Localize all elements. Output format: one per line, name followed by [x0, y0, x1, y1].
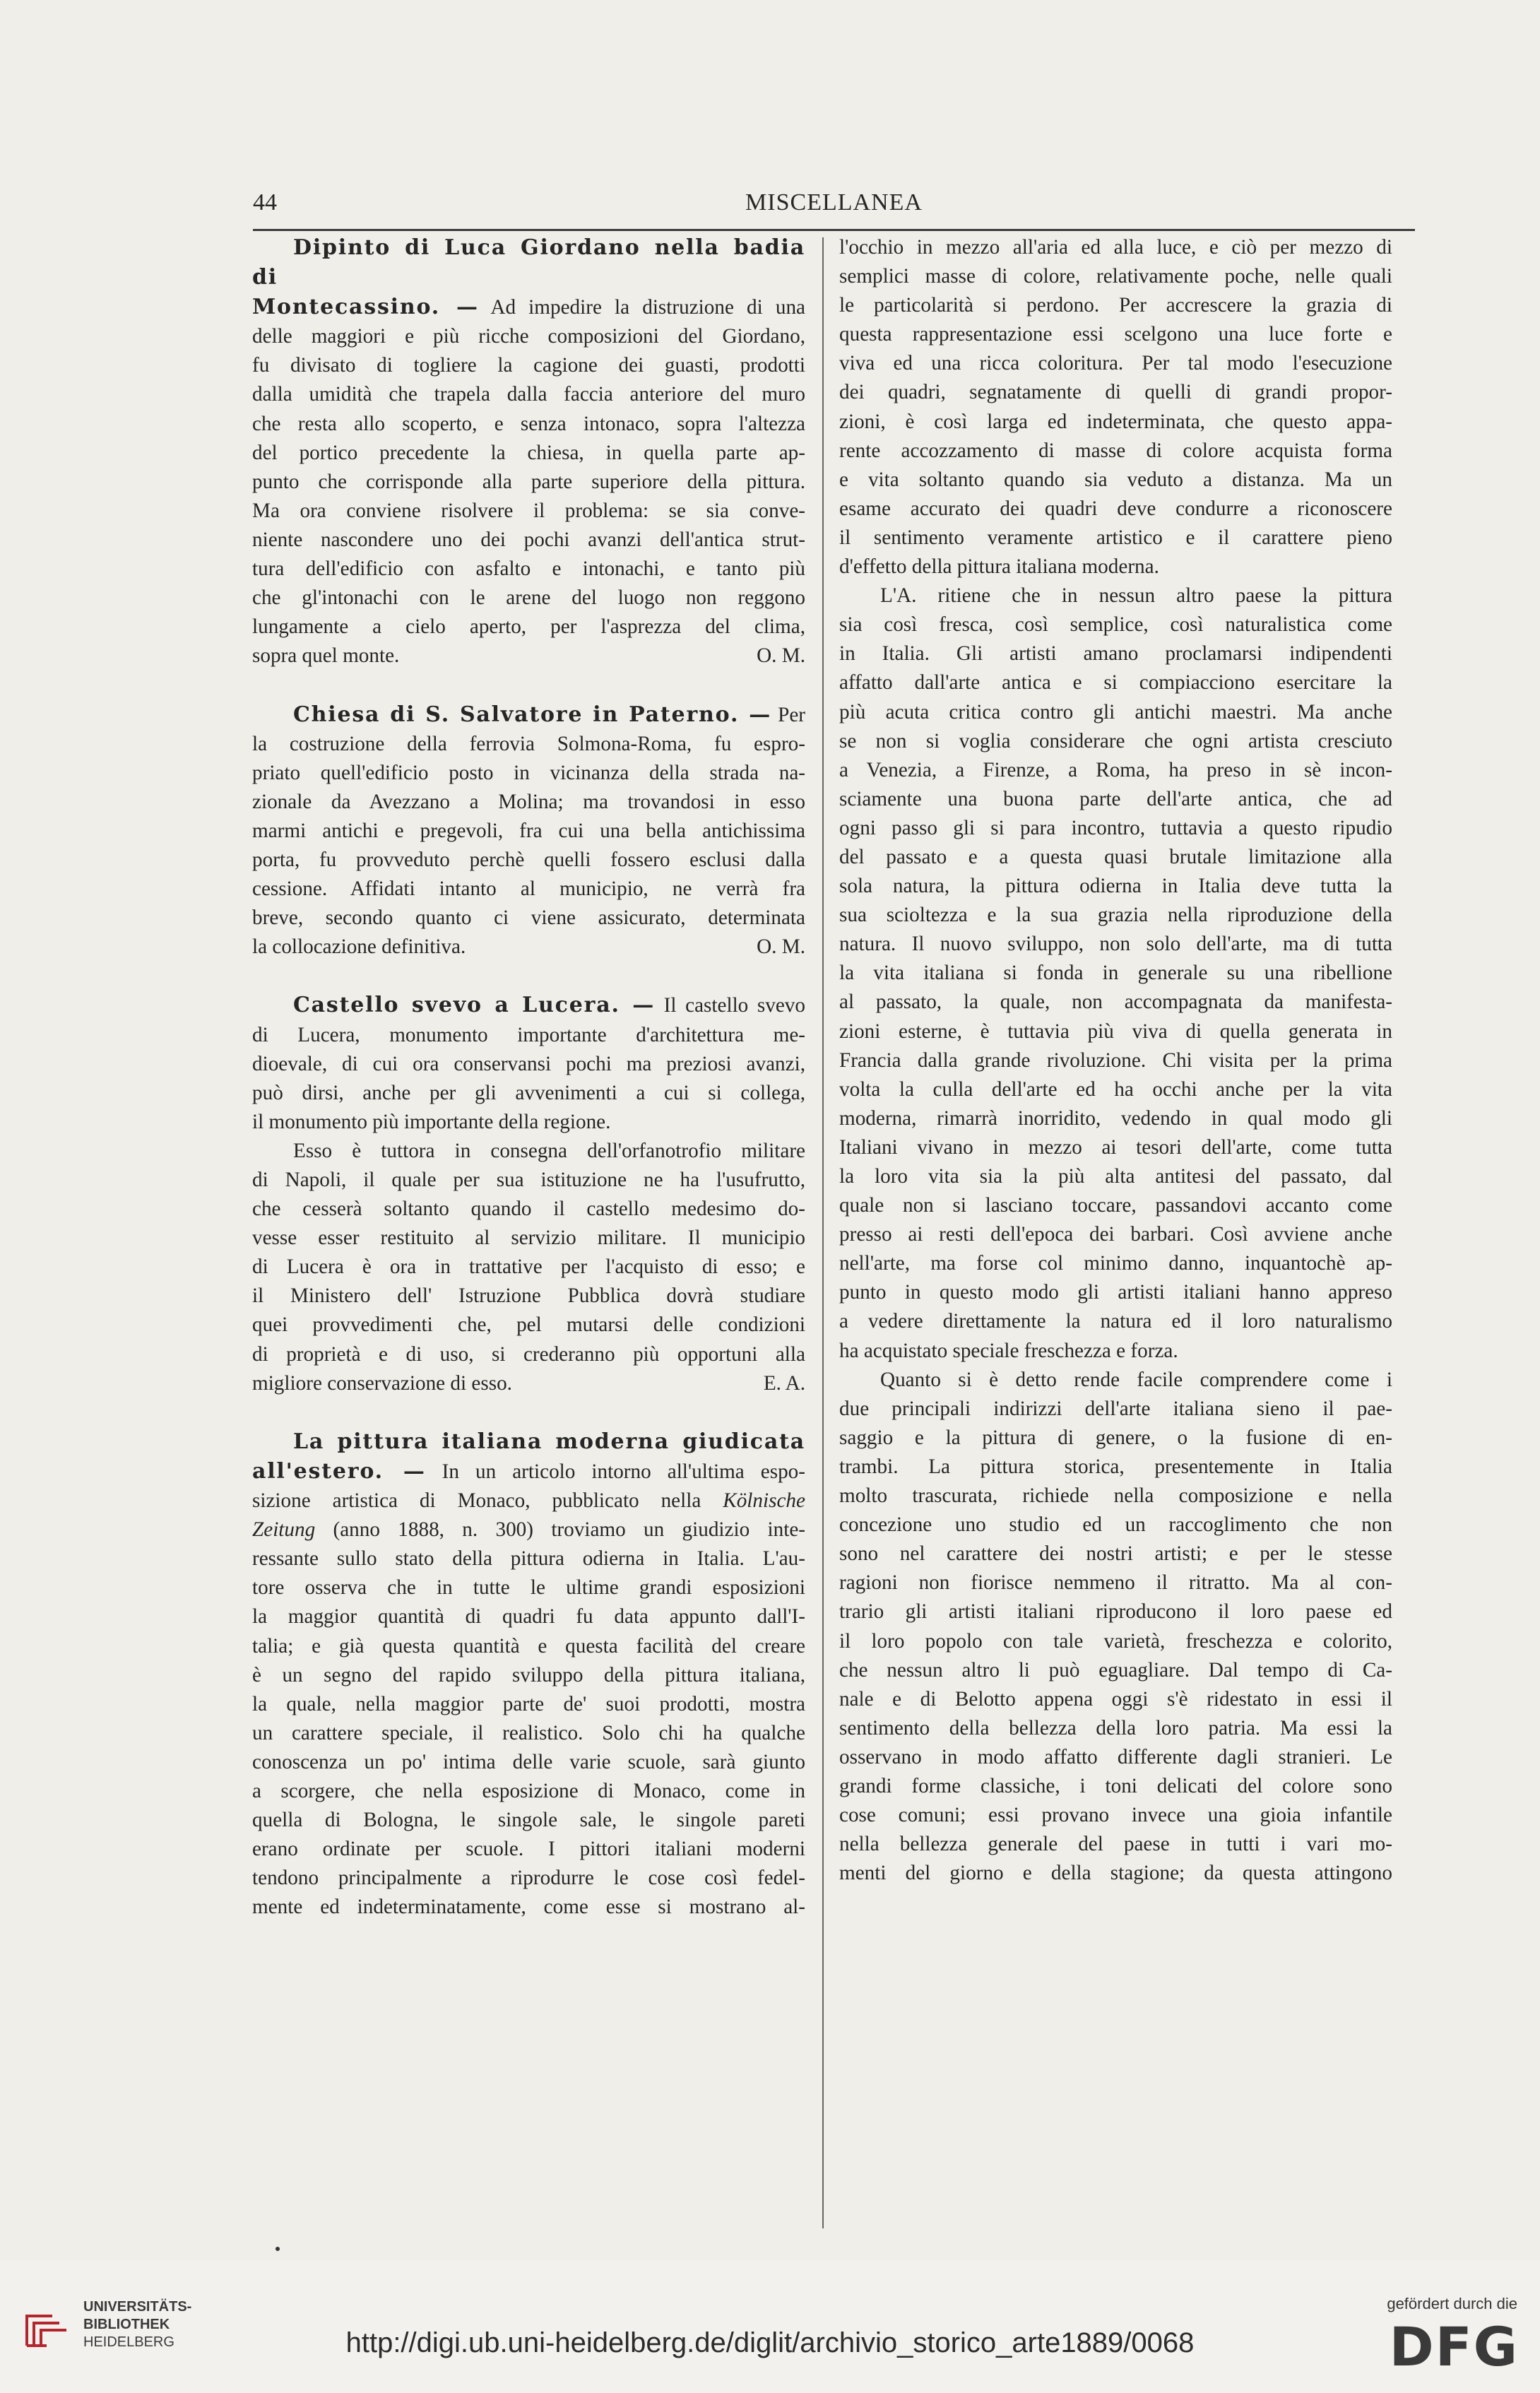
article-heading-line — [252, 991, 805, 1020]
text-line: zionale da Avezzano a Molina; ma trovandosi in esso — [252, 790, 805, 813]
text-line — [252, 1369, 805, 1398]
text-line: ragioni non fiorisce nemmeno il ritratto. Ma al con- — [839, 1571, 1392, 1595]
text: Il castello svevo — [655, 994, 805, 1017]
text-line: dioevale, di cui ora conservansi pochi ma preziosi avanzi, — [252, 1052, 805, 1075]
text-line: grandi forme classiche, i toni delicati del colore sono — [839, 1774, 1392, 1797]
text-line: è un segno del rapido sviluppo della pittura italiana, — [252, 1663, 805, 1686]
article-heading-line — [252, 1427, 805, 1457]
text-line: cose comuni; essi provano invece una gioia infantile — [839, 1804, 1392, 1827]
text-line: più acuta critica contro gli antichi maestri. Ma anche — [839, 700, 1392, 723]
text-line: talia; e già questa quantità e questa facilità del creare — [252, 1634, 805, 1658]
text-line: di proprietà e di uso, si crederanno più opportuni alla — [252, 1342, 805, 1366]
text-line: questa rappresentazione essi scelgono una luce forte e — [839, 323, 1392, 346]
text-line: priato quell'edificio posto in vicinanza della strada na- — [252, 761, 805, 784]
text-line: la costruzione della ferrovia Solmona-Roma, fu espro- — [252, 732, 805, 755]
text-line: il loro popolo con tale varietà, freschezza e colorito, — [839, 1629, 1392, 1653]
text-line: la vita italiana si fonda in generale su una ribellione — [839, 962, 1392, 985]
column-divider — [822, 237, 824, 2228]
text-line: erano ordinate per scuole. I pittori italiani moderni — [252, 1838, 805, 1861]
text-line: di Lucera è ora in trattative per l'acquisto di esso; e — [252, 1255, 805, 1279]
text-line: tura dell'edificio con asfalto e intonachi, e tanto più — [252, 557, 805, 581]
text-line: un carattere speciale, il realistico. Solo chi ha qualche — [252, 1721, 805, 1744]
text-line: se non si voglia considerare che ogni artista cresciuto — [839, 729, 1392, 752]
text-line: molto trascurata, richiede nella composizione e nella — [839, 1484, 1392, 1508]
library-name-line: BIBLIOTHEK — [83, 2317, 170, 2332]
running-title: MISCELLANEA — [745, 189, 923, 215]
text-line: trario gli artisti italiani riproducono il loro paese ed — [839, 1600, 1392, 1624]
permalink-url[interactable]: http://digi.ub.uni-heidelberg.de/diglit/archivio_storico_arte1889/0068 — [345, 2327, 1195, 2358]
text-line: che gl'intonachi con le arene del luogo non reggono — [252, 586, 805, 610]
text-line — [252, 1457, 805, 1487]
author-signature: E. A. — [763, 1371, 805, 1395]
stray-mark — [276, 2247, 280, 2251]
text-line: L'A. ritiene che in nessun altro paese la pittura — [880, 584, 1392, 608]
text-line: che resta allo scoperto, e senza intonaco, sopra l'altezza — [252, 412, 805, 435]
text-line: zioni esterne, è tuttavia più viva di quella generata in — [839, 1020, 1392, 1043]
text-line: a vedere direttamente la natura ed il loro naturalismo — [839, 1310, 1392, 1333]
author-signature: O. M. — [757, 644, 805, 668]
article-heading: Chiesa di S. Salvatore in Paterno. — — [293, 702, 772, 727]
library-name-line: HEIDELBERG — [83, 2334, 174, 2350]
text-line: quei provvedimenti che, pel mutarsi delle condizioni — [252, 1313, 805, 1337]
text-line: la quale, nella maggior parte de' suoi prodotti, mostra — [252, 1692, 805, 1715]
text-line: sentimento della bellezza della loro patria. Ma essi la — [839, 1716, 1392, 1739]
text-line: può dirsi, anche per gli avvenimenti a cui si collega, — [252, 1081, 805, 1104]
article-heading: Castello svevo a Lucera. — — [293, 993, 656, 1018]
text-line: nell'arte, ma forse col minimo danno, inquantochè ap- — [839, 1252, 1392, 1275]
text-line: nella bellezza generale del paese in tutti i vari mo- — [839, 1833, 1392, 1856]
text-line: di Lucera, monumento importante d'architettura me- — [252, 1023, 805, 1046]
article-heading-line — [252, 233, 805, 293]
text-line: del portico precedente la chiesa, in quella parte ap- — [252, 441, 805, 464]
text-line: che cesserà soltanto quando il castello medesimo do- — [252, 1198, 805, 1221]
text-line: natura. Il nuovo sviluppo, non solo dell'arte, ma di tutta — [839, 933, 1392, 956]
text-line: lungamente a cielo aperto, per l'asprezza del clima, — [252, 615, 805, 639]
text-line — [252, 642, 805, 670]
text-line: a Venezia, a Firenze, a Roma, ha preso in sè incon- — [839, 758, 1392, 781]
text-line: Italiani vivano in mezzo ai tesori dell'arte, come tutta — [839, 1135, 1392, 1159]
text-line: Esso è tuttora in consegna dell'orfanotrofio militare — [293, 1139, 805, 1162]
text: la collocazione definitiva. — [252, 935, 466, 959]
text-line: sua scioltezza e la sua grazia nella riproduzione della — [839, 904, 1392, 927]
text-line: breve, secondo quanto ci viene assicurato, determinata — [252, 906, 805, 930]
text-line: fu divisato di togliere la cagione dei guasti, prodotti — [252, 354, 805, 377]
text-line: sia così fresca, così semplice, così naturalistica come — [839, 613, 1392, 637]
text-line: conoscenza un po' intima delle varie scuole, sarà giunto — [252, 1750, 805, 1773]
text-line: le particolarità si perdono. Per accrescere la grazia di — [839, 294, 1392, 317]
text-line: vesse esser restituito al servizio militare. Il municipio — [252, 1227, 805, 1250]
text-line: sola natura, la pittura odierna in Italia deve tutta la — [839, 875, 1392, 898]
text-line: ogni passo gli si para incontro, tuttavia a questo ripudio — [839, 816, 1392, 839]
page-number: 44 — [253, 189, 277, 215]
newspaper-title: Zeitung — [252, 1518, 316, 1542]
right-column — [839, 233, 1392, 1888]
text-line: zioni, è così larga ed indeterminata, che questo appa- — [839, 410, 1392, 433]
funding-caption: gefördert durch die — [1387, 2295, 1517, 2312]
article-heading: all'estero. — — [252, 1458, 426, 1484]
library-name-line: UNIVERSITÄTS- — [83, 2299, 192, 2315]
dfg-logo: DFG — [1389, 2315, 1519, 2378]
footer — [0, 2261, 1540, 2393]
left-column — [252, 233, 805, 1922]
article-heading: Dipinto di Luca Giordano nella badia di — [252, 235, 805, 290]
text-line: porta, fu provveduto perchè quelli fossero esclusi dalla — [252, 848, 805, 871]
text-line: tendono principalmente a riprodurre le cose così fedel- — [252, 1867, 805, 1890]
text-line: la loro vita sia la più alta antitesi del passato, dal — [839, 1165, 1392, 1188]
text-line: semplici masse di colore, relativamente poche, nelle quali — [839, 265, 1392, 288]
article-heading: Montecassino. — — [252, 295, 479, 320]
text-line — [252, 1515, 805, 1544]
text: sopra quel monte. — [252, 644, 400, 668]
text-line: osservano in modo affatto differente dagli stranieri. Le — [839, 1745, 1392, 1768]
text-line: esame accurato dei quadri deve condurre a riconoscere — [839, 497, 1392, 520]
text-line: moderna, rimarrà inorridito, vedendo in qual modo gli — [839, 1106, 1392, 1130]
text-line: delle maggiori e più ricche composizioni del Giordano, — [252, 325, 805, 348]
text-line: punto che corrisponde alla parte superiore della pittura. — [252, 470, 805, 493]
text-line: Francia dalla grande rivoluzione. Chi visita per la prima — [839, 1048, 1392, 1072]
text-line: menti del giorno e della stagione; da questa attingono — [839, 1862, 1392, 1885]
text-line: tore osserva che in tutte le ultime grandi esposizioni — [252, 1576, 805, 1600]
text-line: punto in questo modo gli artisti italiani hanno appreso — [839, 1281, 1392, 1304]
text: sizione artistica di Monaco, pubblicato nella — [252, 1489, 723, 1513]
text-line: la maggior quantità di quadri fu data appunto dall'I- — [252, 1605, 805, 1629]
text-line — [252, 933, 805, 962]
text-line: Quanto si è detto rende facile comprendere come i — [880, 1368, 1392, 1391]
text: In un articolo intorno all'ultima espo- — [425, 1460, 805, 1483]
text-line: marmi antichi e pregevoli, fra cui una bella antichissima — [252, 819, 805, 842]
text-line: presso ai resti dell'epoca dei barbari. Così avviene anche — [839, 1223, 1392, 1246]
text-line: il sentimento veramente artistico e il carattere pieno — [839, 526, 1392, 549]
text-line: niente nascondere uno dei pochi avanzi dell'antica strut- — [252, 528, 805, 551]
text-line: Ma ora conviene risolvere il problema: se sia conve- — [252, 499, 805, 522]
text: (anno 1888, n. 300) troviamo un giudizio inte- — [315, 1518, 805, 1542]
text-line: quale non si lasciano toccare, passandovi accanto come — [839, 1194, 1392, 1217]
text-line — [252, 293, 805, 322]
text-line — [252, 1487, 805, 1515]
text-line: al passato, la quale, non accompagnata da manifesta- — [839, 991, 1392, 1014]
article-heading-line — [252, 700, 805, 730]
author-signature: O. M. — [757, 935, 805, 959]
text-line: sciamente una buona parte dell'arte antica, che ad — [839, 787, 1392, 810]
text-line: trambi. La pittura storica, presentemente in Italia — [839, 1455, 1392, 1478]
text-line: a scorgere, che nella esposizione di Monaco, come in — [252, 1779, 805, 1802]
text-line: l'occhio in mezzo all'aria ed alla luce, e ciò per mezzo di — [839, 236, 1392, 259]
text-line: il Ministero dell' Istruzione Pubblica dovrà studiare — [252, 1284, 805, 1308]
text: migliore conservazione di esso. — [252, 1371, 512, 1395]
text-line: d'effetto della pittura italiana moderna. — [839, 555, 1159, 579]
text-line: dei quadri, segnatamente di quelli di grandi propor- — [839, 381, 1392, 404]
text-line: dalla umidità che trapela dalla faccia anteriore del muro — [252, 383, 805, 406]
text-line: ressante sullo stato della pittura odierna in Italia. L'au- — [252, 1547, 805, 1571]
text-line: affatto dall'arte antica e si compiacciono esercitare la — [839, 671, 1392, 695]
page-header — [253, 189, 1415, 223]
text-line: mente ed indeterminatamente, come esse si mostrano al- — [252, 1896, 805, 1919]
text-line: saggio e la pittura di genere, o la fusione di en- — [839, 1426, 1392, 1449]
text: Ad impedire la distruzione di una — [478, 296, 805, 319]
text-line: del passato e a questa quasi brutale limitazione alla — [839, 845, 1392, 868]
text-line: concezione uno studio ed un raccoglimento che non — [839, 1513, 1392, 1537]
text-line: il monumento più importante della regione. — [252, 1110, 611, 1133]
text-line: cessione. Affidati intanto al municipio, ne verrà fra — [252, 878, 805, 901]
text-line: due principali indirizzi dell'arte italiana sieno il pae- — [839, 1397, 1392, 1420]
text-line: ha acquistato speciale freschezza e forza. — [839, 1339, 1178, 1362]
text-line: rente accozzamento di masse di colore acquista forma — [839, 439, 1392, 462]
text-line: sono nel carattere dei nostri artisti; e per le stesse — [839, 1542, 1392, 1566]
text-line: nale e di Belotto appena oggi s'è ridestato in essi il — [839, 1687, 1392, 1710]
text: Per — [771, 703, 805, 726]
text-line: di Napoli, il quale per sua istituzione ne ha l'usufrutto, — [252, 1169, 805, 1191]
header-rule — [253, 229, 1415, 231]
text-line: che nessun altro li può eguagliare. Dal tempo di Ca- — [839, 1658, 1392, 1682]
text-line: viva ed una ricca coloritura. Per tal modo l'esecuzione — [839, 352, 1392, 375]
text-line: in Italia. Gli artisti amano proclamarsi indipendenti — [839, 642, 1392, 666]
newspaper-title: Kölnische — [723, 1489, 805, 1513]
text-line: volta la culla dell'arte ed ha occhi anche per la vita — [839, 1077, 1392, 1101]
text-line: e vita soltanto quando sia veduto a distanza. Ma un — [839, 468, 1392, 491]
article-heading: La pittura italiana moderna giudicata — [293, 1429, 805, 1454]
text-line: quella di Bologna, le singole sale, le singole pareti — [252, 1809, 805, 1832]
